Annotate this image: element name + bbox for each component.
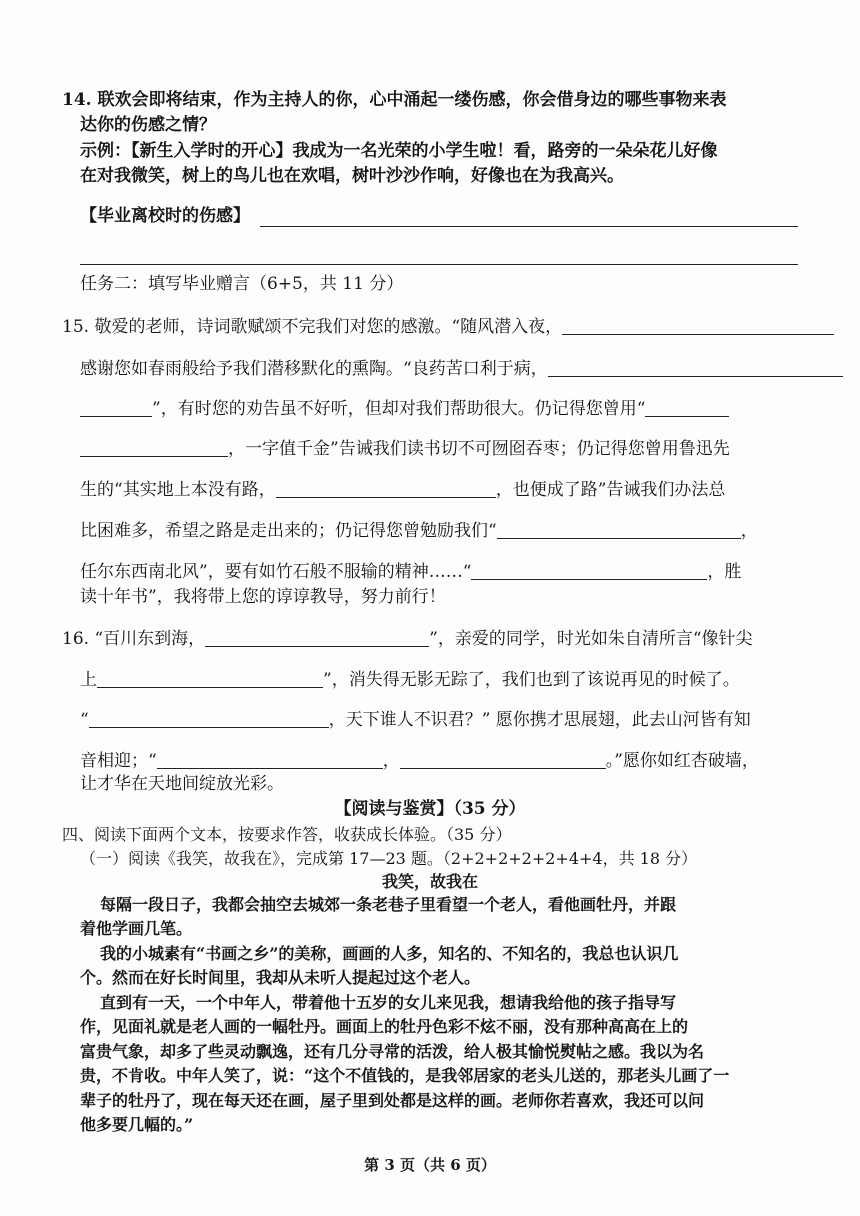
q15-line-3 (80, 397, 729, 421)
article-paragraph-3-line-2: 作，见面礼就是老人画的一幅牡丹。画面上的牡丹色彩不炫不丽，没有那种高高在上的 (80, 1017, 689, 1036)
q15-text-6b: ， (740, 521, 758, 541)
article-paragraph-3-line-6: 他多要几幅的。” (80, 1115, 194, 1134)
q15-blank-4[interactable] (276, 479, 496, 498)
q16-text-2b: ”，消失得无影无踪了，我们也到了该说再见的时候了。 (323, 670, 740, 690)
q15-line-7 (80, 560, 741, 584)
q15-text-4: ，一字值千金”告诫我们读书切不可囫囵吞枣；仍记得您曾用鲁迅先 (228, 439, 730, 459)
q15-line-4 (80, 437, 730, 461)
q16-blank-3[interactable] (89, 709, 329, 728)
q16-text-1b: ”，亲爱的同学，时光如朱自清所言“像针尖 (429, 629, 753, 649)
q15-line-1 (62, 315, 834, 339)
q16-blank-1[interactable] (205, 628, 429, 647)
section-title: 【阅读与鉴赏】（35 分） (334, 799, 526, 819)
q15-blank-3[interactable] (645, 398, 729, 417)
q14-example-line-2: 在对我微笑，树上的鸟儿也在欢唱，树叶沙沙作响，好像也在为我高兴。 (80, 166, 624, 186)
q16-text-4b: ， (382, 751, 400, 771)
q15-blank-3-cont[interactable] (80, 438, 228, 457)
q16-text-4c: 。”愿你如红杏破墙， (605, 751, 759, 771)
q15-blank-2[interactable] (548, 358, 843, 377)
q16-text-1a: 16. “百川东到海， (62, 629, 206, 649)
part-four-heading: 四、阅读下面两个文本，按要求作答，收获成长体验。（35 分） (62, 825, 512, 844)
task-two-heading: 任务二：填写毕业赠言（6+5，共 11 分） (80, 274, 404, 294)
article-paragraph-1-line-1: 每隔一段日子，我都会抽空去城郊一条老巷子里看望一个老人，看他画牡丹，并跟 (100, 895, 677, 914)
q16-blank-2[interactable] (97, 669, 323, 688)
q15-blank-6[interactable] (471, 561, 707, 580)
q15-line-2 (80, 357, 843, 381)
q15-text-2: 感谢您如春雨般给予我们潜移默化的熏陶。“良药苦口利于病， (80, 359, 548, 379)
q15-line-5 (80, 478, 725, 502)
q15-blank-5[interactable] (497, 520, 741, 539)
q16-line-2 (80, 668, 740, 692)
article-paragraph-2-line-2: 个。然而在好长时间里，我却从未听人提起过这个老人。 (80, 968, 481, 987)
q15-text-6a: 比困难多，希望之路是走出来的；仍记得您曾勉励我们“ (80, 521, 497, 541)
part-four-subheading: （一）阅读《我笑，故我在》，完成第 17—23 题。（2+2+2+2+2+4+4，共 18 分） (80, 849, 698, 868)
q16-blank-5[interactable] (400, 750, 606, 769)
q15-line-8: 读十年书”，我将带上您的谆谆教导，努力前行！ (80, 587, 446, 607)
q16-line-3 (80, 708, 751, 732)
q15-text-1: 15. 敬爱的老师，诗词歌赋颂不完我们对您的感激。“随风潜入夜， (62, 317, 563, 337)
q14-answer-blank-2[interactable] (80, 264, 798, 265)
q15-line-6 (80, 519, 758, 543)
article-paragraph-3-line-1: 直到有一天，一个中年人，带着他十五岁的女儿来见我，想请我给他的孩子指导写 (100, 993, 677, 1012)
page-footer: 第 3 页（共 6 页） (364, 1156, 496, 1174)
q16-text-3b: ，天下谁人不识君？” 愿你携才思展翅，此去山河皆有知 (328, 710, 751, 730)
q14-prompt: 【毕业离校时的伤感】 (80, 206, 250, 226)
q14-answer-blank-1[interactable] (260, 226, 798, 227)
q15-text-5a: 生的“其实地上本没有路， (80, 480, 276, 500)
q14-line-2: 达你的伤感之情？ (80, 115, 216, 135)
q15-blank-2-cont[interactable] (80, 398, 152, 417)
article-paragraph-3-line-4: 贵，不肯收。中年人笑了，说：“这个不值钱的，是我邻居家的老头儿送的，那老头儿画了一 (80, 1066, 730, 1085)
article-paragraph-1-line-2: 着他学画几笔。 (80, 919, 193, 938)
q16-line-1 (62, 627, 753, 651)
q16-text-3a: “ (80, 710, 89, 730)
article-paragraph-3-line-3: 富贵气象，却多了些灵动飘逸，还有几分寻常的活泼，给人极其愉悦熨帖之感。我以为名 (80, 1042, 705, 1061)
q15-blank-1[interactable] (562, 316, 834, 335)
q16-text-2a: 上 (80, 670, 97, 690)
q14-line-1: 14. 联欢会即将结束，作为主持人的你，心中涌起一缕伤感，你会借身边的哪些事物来表 (62, 90, 727, 110)
article-paragraph-2-line-1: 我的小城素有“书画之乡”的美称，画画的人多，知名的、不知名的，我总也认识几 (100, 944, 679, 963)
q15-text-5b: ，也便成了路”告诫我们办法总 (495, 480, 726, 500)
q15-text-3: ”，有时您的劝告虽不好听，但却对我们帮助很大。仍记得您曾用“ (152, 399, 646, 419)
q14-example-line-1: 示例：【新生入学时的开心】我成为一名光荣的小学生啦！看，路旁的一朵朵花儿好像 (80, 141, 718, 161)
q15-text-7b: ，胜 (707, 562, 742, 582)
q16-blank-4[interactable] (157, 750, 383, 769)
article-title: 我笑，故我在 (381, 872, 478, 891)
q15-text-7a: 任尔东西南北风”，要有如竹石般不服输的精神……“ (80, 562, 472, 582)
q16-text-4a: 音相迎；“ (80, 751, 157, 771)
q16-line-5: 让才华在天地间绽放光彩。 (80, 774, 284, 794)
q16-line-4 (80, 749, 759, 773)
article-paragraph-3-line-5: 辈子的牡丹了，现在每天还在画，屋子里到处都是这样的画。老师你若喜欢，我还可以问 (80, 1091, 705, 1110)
